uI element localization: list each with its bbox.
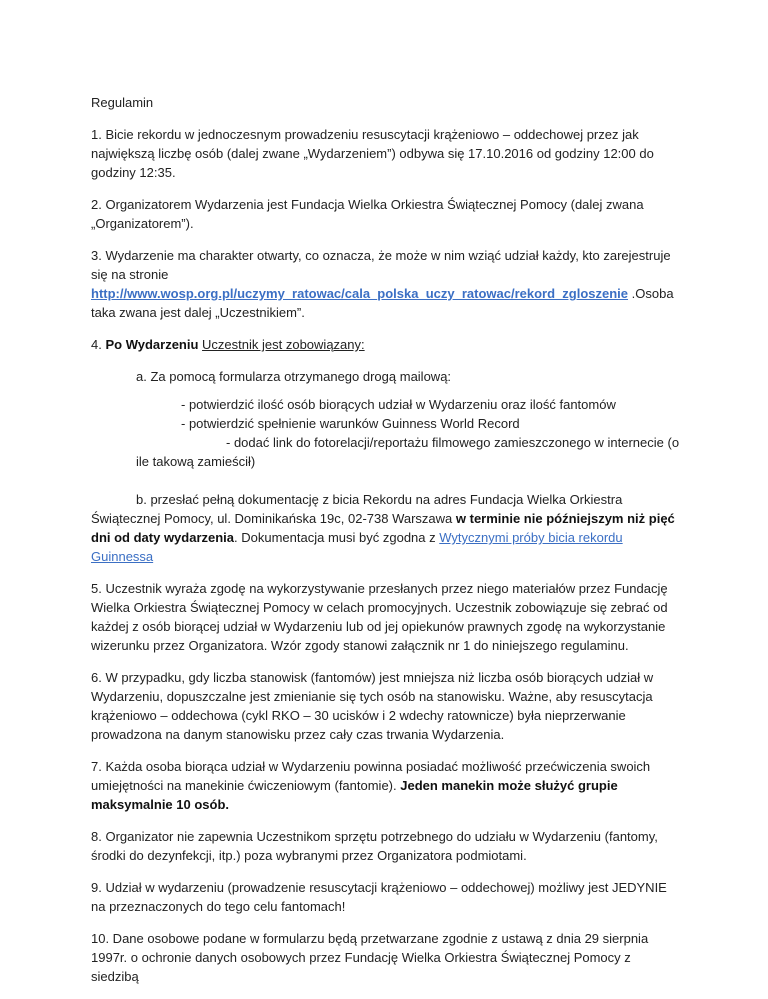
paragraph-3-text-before: 3. Wydarzenie ma charakter otwarty, co oznacza, że może w nim wziąć udział każdy, kto zarejestruje się na stronie [91, 248, 671, 282]
paragraph-7-bold: Jeden manekin może służyć grupie maksymalnie 10 osób. [91, 778, 618, 812]
paragraph-3-text-after: .Osoba taka zwana jest dalej „Uczestnikiem”. [91, 286, 674, 320]
document-page [91, 93, 681, 999]
paragraph-2: 2. Organizatorem Wydarzenia jest Fundacja Wielka Orkiestra Świątecznej Pomocy (dalej zwana „Organizatorem”). [91, 197, 644, 231]
document-title: Regulamin [91, 95, 154, 110]
paragraph-4a: a. Za pomocą formularza otrzymanego drogą mailową: [136, 369, 452, 384]
paragraph-4-number: 4. [91, 337, 106, 352]
registration-link[interactable]: http://www.wosp.org.pl/uczymy_ratowac/cala_polska_uczy_ratowac/rekord_zgloszenie [91, 286, 629, 301]
paragraph-10: 10. Dane osobowe podane w formularzu będą przetwarzane zgodnie z ustawą z dnia 29 sierpnia 1997r. o ochronie danych osobowych przez Fundację Wielka Orkiestra Świątecznej Pomocy z siedzibą [91, 931, 649, 984]
paragraph-7-text: 7. Każda osoba biorąca udział w Wydarzeniu powinna posiadać możliwość przećwiczenia swoich umiejętności na manekinie ćwiczeniowym (fantomie). [91, 759, 651, 793]
paragraph-4 [91, 335, 681, 354]
paragraph-1: 1. Bicie rekordu w jednoczesnym prowadzeniu resuscytacji krążeniowo – oddechowej przez jak największą liczbę osób (dalej zwane „Wydarzeniem”) odbywa się 17.10.2016 od godziny 12:00 do godziny 12:35. [91, 127, 654, 180]
list-item-3: - dodać link do fotorelacji/reportażu filmowego zamieszczonego w internecie (o ile takową zamieścił) [136, 435, 680, 469]
paragraph-8: 8. Organizator nie zapewnia Uczestnikom sprzętu potrzebnego do udziału w Wydarzeniu (fantomy, środki do dezynfekcji, itp.) poza wybranymi przez Organizatora podmiotami. [91, 829, 658, 863]
paragraph-4b-bold: w terminie nie późniejszym niż pięć dni od daty wydarzenia [91, 511, 675, 545]
paragraph-9: 9. Udział w wydarzeniu (prowadzenie resuscytacji krążeniowo – oddechowej) możliwy jest JEDYNIE na przeznaczonych do tego celu fantomach! [91, 880, 667, 914]
paragraph-4b [91, 490, 681, 566]
paragraph-5: 5. Uczestnik wyraża zgodę na wykorzystywanie przesłanych przez niego materiałów przez Fundację Wielka Orkiestra Świątecznej Pomocy w celach promocyjnych. Uczestnik zobowiązuje się zebrać od każdej z osób biorącej udział w Wydarzeniu lub od jej opiekunów prawnych zgodę na wykorzystanie wizerunku przez Organizatora. Wzór zgody stanowi załącznik nr 1 do niniejszego regulaminu. [91, 581, 668, 653]
list-item-2: - potwierdzić spełnienie warunków Guinness World Record [181, 416, 520, 431]
paragraph-4b-text-middle: . Dokumentacja musi być zgodna z [234, 530, 440, 545]
paragraph-3 [91, 246, 681, 322]
guinness-guidelines-link[interactable]: Wytycznymi próby bicia rekordu Guinnessa [91, 530, 623, 564]
paragraph-4b-text-before: b. przesłać pełną dokumentację z bicia Rekordu na adres Fundacja Wielka Orkiestra Świątecznej Pomocy, ul. Dominikańska 19c, 02-738 Warszawa [91, 492, 623, 526]
paragraph-4-bold: Po Wydarzeniu [105, 337, 199, 352]
paragraph-6: 6. W przypadku, gdy liczba stanowisk (fantomów) jest mniejsza niż liczba osób biorących udział w Wydarzeniu, dopuszczalne jest zmienianie się tych osób na stanowisku. Ważne, aby resuscytacja krążeniowo – oddechowa (cykl RKO – 30 ucisków i 2 wdechy ratownicze) była nieprzerwanie prowadzona na danym stanowisku przez cały czas trwania Wydarzenia. [91, 670, 654, 742]
paragraph-4-underline: Uczestnik jest zobowiązany: [202, 337, 365, 352]
list-item-1: - potwierdzić ilość osób biorących udział w Wydarzeniu oraz ilość fantomów [181, 397, 616, 412]
paragraph-7 [91, 757, 681, 814]
